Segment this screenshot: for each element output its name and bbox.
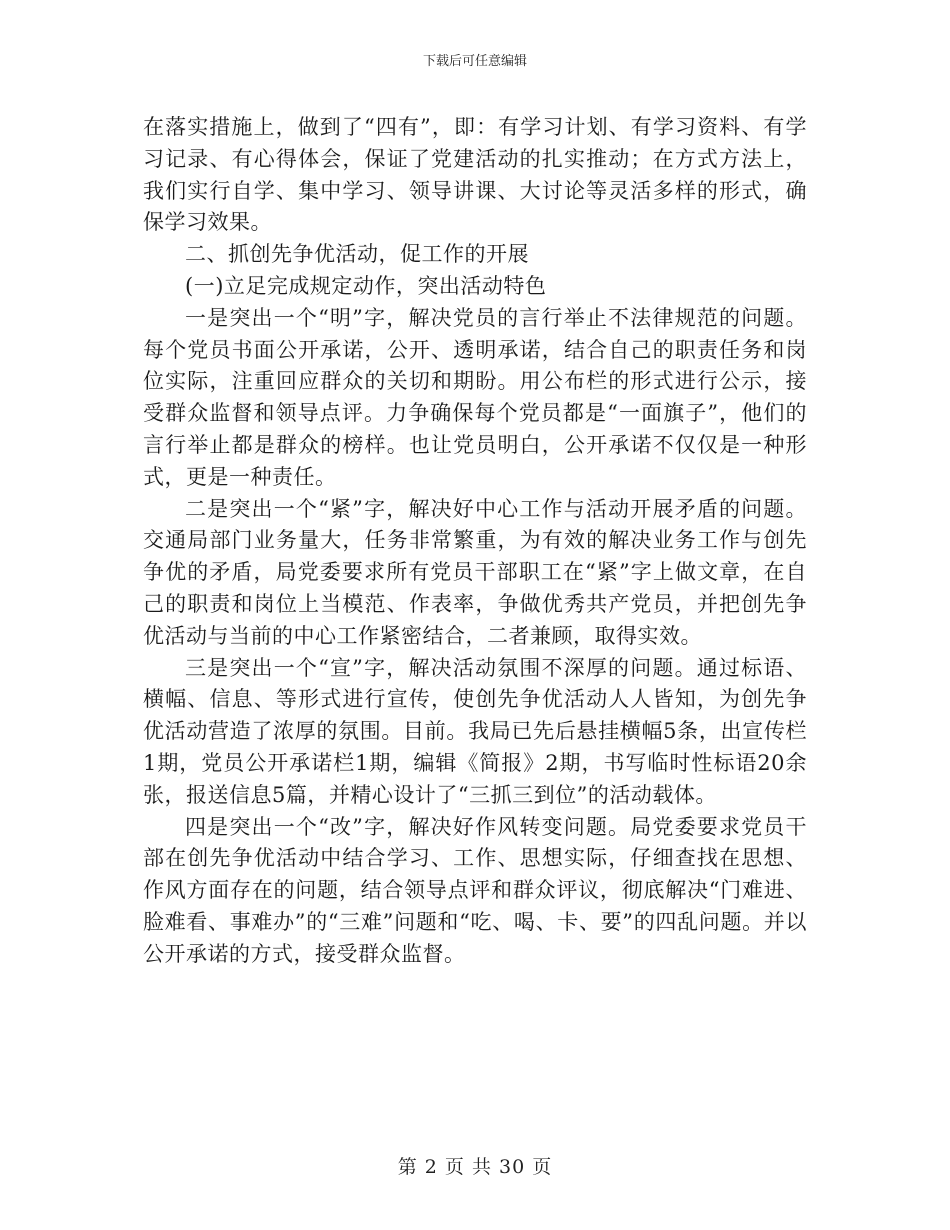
- document-body: [143, 112, 807, 971]
- paragraph-continuation: 在落实措施上，做到了“四有”，即：有学习计划、有学习资料、有学习记录、有心得体会，保证了党建活动的扎实推动；在方式方法上，我们实行自学、集中学习、领导讲课、大讨论等灵活多样的形式，确保学习效果。: [143, 115, 807, 235]
- page-number: 第 2 页 共 30 页: [397, 1156, 553, 1178]
- section-heading: 二、抓创先争优活动，促工作的开展: [185, 242, 529, 267]
- paragraph-xuan: 三是突出一个“宣”字，解决活动氛围不深厚的问题。通过标语、横幅、信息、等形式进行宣传，使创先争优活动人人皆知，为创先争优活动营造了浓厚的氛围。目前。我局已先后悬挂横幅5条，出宣传栏1期，党员公开承诺栏1期，编辑《简报》2期，书写临时性标语20余张，报送信息5篇，并精心设计了“三抓三到位”的活动载体。: [143, 655, 807, 807]
- subsection-heading: (一)立足完成规定动作，突出活动特色: [185, 273, 547, 298]
- paragraph-gai: 四是突出一个“改”字，解决好作风转变问题。局党委要求党员干部在创先争优活动中结合学习、工作、思想实际，仔细查找在思想、作风方面存在的问题，结合领导点评和群众评议，彻底解决“门难进、脸难看、事难办”的“三难”问题和“吃、喝、卡、要”的四乱问题。并以公开承诺的方式，接受群众监督。: [143, 814, 807, 966]
- paragraph-ming: 一是突出一个“明”字，解决党员的言行举止不法律规范的问题。每个党员书面公开承诺，公开、透明承诺，结合自己的职责任务和岗位实际，注重回应群众的关切和期盼。用公布栏的形式进行公示，接受群众监督和领导点评。力争确保每个党员都是“一面旗子”，他们的言行举止都是群众的榜样。也让党员明白，公开承诺不仅仅是一种形式，更是一种责任。: [143, 305, 807, 489]
- paragraph-jin: 二是突出一个“紧”字，解决好中心工作与活动开展矛盾的问题。交通局部门业务量大，任务非常繁重，为有效的解决业务工作与创先争优的矛盾，局党委要求所有党员干部职工在“紧”字上做文章，在自己的职责和岗位上当模范、作表率，争做优秀共产党员，并把创先争优活动与当前的中心工作紧密结合，二者兼顾，取得实效。: [143, 496, 807, 648]
- page-header-note: 下载后可任意编辑: [422, 54, 527, 69]
